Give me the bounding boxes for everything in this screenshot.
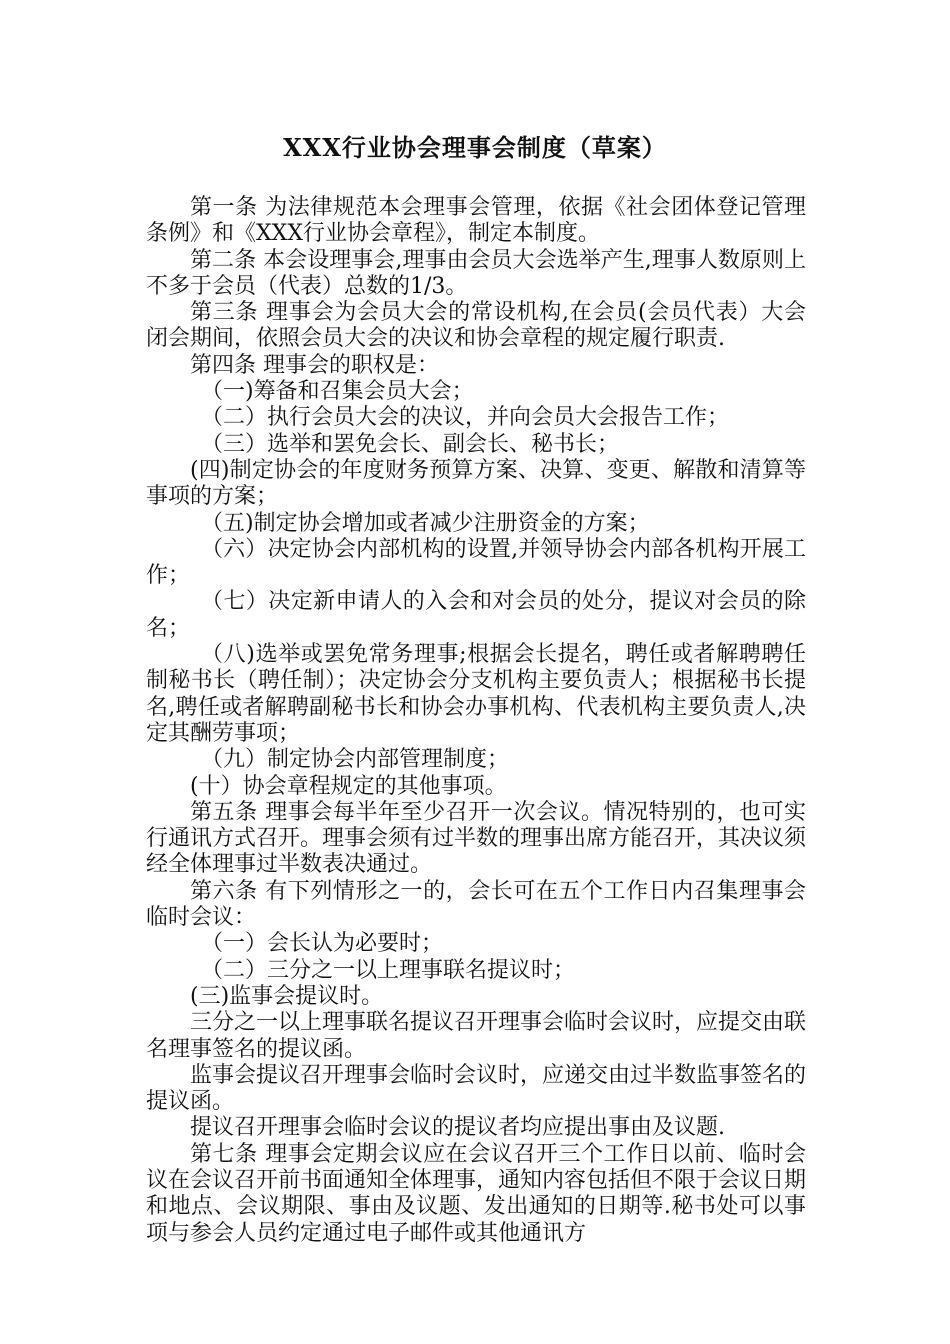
- article-6-note-3: 提议召开理事会临时会议的提议者均应提出事由及议题.: [190, 1115, 725, 1141]
- article-6-item-2: （二）三分之一以上理事联名提议时；: [201, 957, 576, 983]
- article-3: 第三条 理事会为会员大会的常设机构,在会员(会员代表）大会闭会期间，依照会员大会的决议和协会章程的规定履行职责.: [146, 300, 806, 352]
- article-1: 第一条 为法律规范本会理事会管理，依据《社会团体登记管理条例》和《XXX行业协会章程》，制定本制度。: [146, 195, 806, 247]
- article-4: 第四条 理事会的职权是：: [190, 352, 439, 378]
- article-5: 第五条 理事会每半年至少召开一次会议。情况特别的，也可实行通讯方式召开。理事会须有过半数的理事出席方能召开，其决议须经全体理事过半数表决通过。: [146, 799, 807, 878]
- article-4-item-9: （九）制定协会内部管理制度；: [201, 747, 510, 773]
- article-4-item-7: （七）决定新申请人的入会和对会员的处分，提议对会员的除名；: [146, 589, 806, 641]
- article-4-item-4: (四)制定协会的年度财务预算方案、决算、变更、解散和清算等事项的方案；: [146, 457, 806, 510]
- article-4-item-6: （六）决定协会内部机构的设置,并领导协会内部各机构开展工作；: [146, 536, 806, 589]
- article-2: 第二条 本会设理事会,理事由会员大会选举产生,理事人数原则上不多于会员（代表）总数的1/3。: [146, 247, 806, 299]
- article-4-item-1: （一)筹备和召集会员大会；: [201, 379, 474, 405]
- article-4-item-8: （八)选举或罢免常务理事;根据会长提名，聘任或者解聘聘任制秘书长（聘任制）；决定协会分支机构主要负责人；根据秘书长提名,聘任或者解聘副秘书长和协会办事机构、代表机构主要负责人,决定其酬劳事项；: [146, 642, 806, 746]
- document-body: [146, 195, 806, 1247]
- article-4-item-10: (十）协会章程规定的其他事项。: [190, 773, 507, 799]
- document-title: XXX行业协会理事会制度（草案）: [283, 133, 667, 162]
- article-6-note-1: 三分之一以上理事联名提议召开理事会临时会议时，应提交由联名理事签名的提议函。: [146, 1010, 807, 1062]
- article-4-item-3: （三）选举和罢免会长、副会长、秘书长；: [201, 431, 620, 457]
- article-6-note-2: 监事会提议召开理事会临时会议时，应递交由过半数监事签名的提议函。: [146, 1062, 807, 1115]
- article-6-item-3: (三)监事会提议时。: [190, 983, 384, 1009]
- article-6-item-1: （一）会长认为必要时；: [201, 931, 444, 957]
- article-4-item-2: （二）执行会员大会的决议，并向会员大会报告工作；: [201, 405, 730, 431]
- article-6: 第六条 有下列情形之一的，会长可在五个工作日内召集理事会临时会议：: [146, 878, 806, 931]
- article-4-item-5: （五)制定协会增加或者减少注册资金的方案；: [201, 510, 650, 536]
- article-7: 第七条 理事会定期会议应在会议召开三个工作日以前、临时会议在会议召开前书面通知全体理事，通知内容包括但不限于会议日期和地点、会议期限、事由及议题、发出通知的日期等.秘书处可以事项与参会人员约定通过电子邮件或其他通讯方: [146, 1141, 807, 1246]
